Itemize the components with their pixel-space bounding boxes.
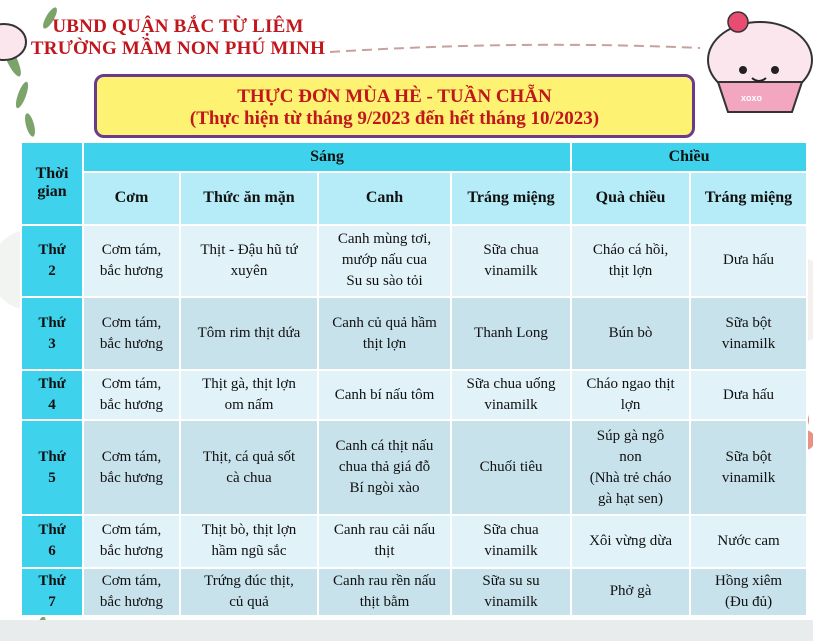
menu-title-box <box>94 74 695 138</box>
menu-cell <box>318 370 451 420</box>
day-label-line: Thứ <box>38 448 66 465</box>
menu-cell <box>690 225 807 298</box>
menu-item-line: Súp gà ngô <box>596 427 665 444</box>
column-header: Thức ăn mặn <box>180 172 318 224</box>
district-name: UBND QUẬN BẮC TỪ LIÊM <box>52 16 304 37</box>
menu-item-line: Cơm tám, <box>101 572 162 589</box>
decorative-line <box>330 45 700 52</box>
menu-item-line: củ quả <box>229 593 269 610</box>
menu-item-line: cà chua <box>226 469 272 486</box>
menu-item-line: Sữa bột <box>725 314 772 331</box>
menu-item-line: Phở gà <box>609 583 652 600</box>
cupcake-xoxo-text: xoxo <box>741 93 763 103</box>
day-label-line: 3 <box>48 335 56 352</box>
menu-item-line: chua thả giá đỗ <box>338 459 431 476</box>
menu-item-line: Sữa chua <box>483 522 539 539</box>
menu-item-line: Canh cá thịt nấu <box>335 438 434 455</box>
menu-item-line: gà hạt sen) <box>598 490 664 507</box>
menu-item-line: Canh mùng tơi, <box>337 231 432 248</box>
menu-item-line: bắc hương <box>99 469 164 486</box>
menu-cell <box>83 225 180 298</box>
column-header: Tráng miệng <box>690 172 807 224</box>
menu-cell <box>451 297 571 370</box>
day-label-line: 2 <box>48 262 56 279</box>
menu-item-line: Hồng xiêm <box>715 572 783 589</box>
menu-item-line: Sữa su su <box>482 572 540 589</box>
time-header <box>21 142 83 225</box>
menu-item-line: bắc hương <box>99 335 164 352</box>
menu-row <box>21 297 807 370</box>
menu-row <box>21 568 807 616</box>
menu-cell <box>451 370 571 420</box>
menu-cell <box>571 568 690 616</box>
day-cell <box>21 420 83 515</box>
menu-cell <box>571 420 690 515</box>
menu-cell <box>180 297 318 370</box>
menu-cell <box>690 420 807 515</box>
menu-cell <box>83 515 180 567</box>
menu-item-line: bắc hương <box>99 397 164 414</box>
menu-item-line: Trứng đúc thịt, <box>204 572 294 589</box>
menu-subtitle: (Thực hiện từ tháng 9/2023 đến hết tháng 10/2023) <box>189 108 600 129</box>
menu-cell <box>690 370 807 420</box>
morning-header: Sáng <box>83 142 571 172</box>
menu-table <box>20 141 808 617</box>
menu-cell <box>83 420 180 515</box>
column-header: Quà chiều <box>571 172 690 224</box>
menu-cell <box>690 515 807 567</box>
menu-item-line: Thanh Long <box>474 325 548 342</box>
column-header: Cơm <box>83 172 180 224</box>
menu-item-line: bắc hương <box>99 543 164 560</box>
menu-item-line: thịt lợn <box>362 335 407 352</box>
menu-item-line: Chuối tiêu <box>479 459 543 476</box>
menu-cell <box>571 225 690 298</box>
school-header <box>28 16 328 60</box>
menu-cell <box>571 370 690 420</box>
cupcake-icon <box>0 24 26 60</box>
day-cell <box>21 370 83 420</box>
menu-cell <box>318 420 451 515</box>
menu-cell <box>451 225 571 298</box>
menu-item-line: Nước cam <box>717 532 780 549</box>
menu-cell <box>451 568 571 616</box>
menu-cell <box>318 515 451 567</box>
menu-row <box>21 420 807 515</box>
menu-item-line: (Nhà trẻ cháo <box>589 469 672 486</box>
day-label-line: 5 <box>48 469 56 486</box>
menu-item-line: (Đu đủ) <box>725 593 773 610</box>
menu-item-line: non <box>619 448 642 465</box>
day-label-line: Thứ <box>38 314 66 331</box>
menu-item-line: Xôi vừng dừa <box>589 532 672 549</box>
menu-item-line: Canh rau cải nấu <box>333 522 436 539</box>
menu-item-line: Cơm tám, <box>101 376 162 393</box>
menu-item-line: Canh bí nấu tôm <box>334 386 435 403</box>
menu-item-line: Sữa chua <box>483 241 539 258</box>
day-label-line: Thứ <box>38 572 66 589</box>
menu-cell <box>180 225 318 298</box>
menu-item-line: Thịt gà, thịt lợn <box>202 376 296 393</box>
menu-item-line: hầm ngũ sắc <box>211 543 287 560</box>
day-label-line: Thứ <box>38 522 66 539</box>
day-cell <box>21 568 83 616</box>
menu-row <box>21 370 807 420</box>
menu-cell <box>451 515 571 567</box>
menu-item-line: Thịt - Đậu hũ tứ <box>200 241 298 258</box>
menu-item-line: Bí ngòi xào <box>349 480 420 497</box>
menu-item-line: xuyên <box>230 262 268 279</box>
column-header: Canh <box>318 172 451 224</box>
menu-item-line: vinamilk <box>721 469 776 486</box>
menu-item-line: vinamilk <box>484 262 538 279</box>
menu-item-line: thịt bằm <box>359 593 410 610</box>
menu-cell <box>571 515 690 567</box>
menu-row <box>21 515 807 567</box>
menu-item-line: lợn <box>620 397 641 414</box>
menu-item-line: Thịt, cá quả sốt <box>202 448 296 465</box>
day-label-line: 7 <box>48 593 56 610</box>
menu-item-line: Cơm tám, <box>101 241 162 258</box>
school-name: TRƯỜNG MẦM NON PHÚ MINH <box>30 38 326 59</box>
time-header-line: Thời <box>35 165 69 183</box>
menu-item-line: Bún bò <box>608 325 653 342</box>
menu-item-line: Su su sào tỏi <box>346 273 423 290</box>
day-cell <box>21 297 83 370</box>
bottom-band <box>0 620 813 641</box>
day-label-line: Thứ <box>38 241 66 258</box>
menu-item-line: Cơm tám, <box>101 448 162 465</box>
menu-cell <box>83 568 180 616</box>
menu-item-line: Tôm rim thịt dứa <box>197 325 301 342</box>
menu-cell <box>571 297 690 370</box>
menu-cell <box>690 297 807 370</box>
menu-item-line: bắc hương <box>99 593 164 610</box>
menu-item-line: Cơm tám, <box>101 314 162 331</box>
time-header-line: gian <box>37 183 67 201</box>
menu-item-line: vinamilk <box>484 543 538 560</box>
menu-item-line: Cháo cá hồi, <box>592 241 669 258</box>
day-label-line: 6 <box>48 543 56 560</box>
menu-item-line: Canh rau rền nấu <box>333 572 436 589</box>
day-label-line: Thứ <box>38 376 66 393</box>
menu-item-line: vinamilk <box>484 593 538 610</box>
menu-cell <box>83 297 180 370</box>
menu-cell <box>318 225 451 298</box>
menu-item-line: Canh củ quả hầm <box>332 314 437 331</box>
menu-item-line: Cháo ngao thịt <box>586 376 675 393</box>
menu-item-line: vinamilk <box>484 397 538 414</box>
menu-row <box>21 225 807 298</box>
menu-cell <box>180 420 318 515</box>
afternoon-header: Chiều <box>571 142 807 172</box>
menu-cell <box>318 297 451 370</box>
menu-cell <box>180 568 318 616</box>
column-header: Tráng miệng <box>451 172 571 224</box>
menu-cell <box>318 568 451 616</box>
menu-item-line: om nấm <box>224 397 274 414</box>
day-label-line: 4 <box>48 397 56 414</box>
menu-cell <box>451 420 571 515</box>
menu-item-line: vinamilk <box>721 335 776 352</box>
day-cell <box>21 225 83 298</box>
menu-item-line: Sữa bột <box>725 448 772 465</box>
menu-cell <box>180 515 318 567</box>
menu-item-line: mướp nấu cua <box>341 252 428 269</box>
menu-item-line: Thịt bò, thịt lợn <box>201 522 297 539</box>
menu-item-line: thịt <box>374 543 395 560</box>
menu-item-line: Dưa hấu <box>723 252 775 269</box>
menu-cell <box>180 370 318 420</box>
menu-cell <box>690 568 807 616</box>
menu-item-line: thịt lợn <box>608 262 653 279</box>
menu-item-line: bắc hương <box>99 262 164 279</box>
menu-item-line: Dưa hấu <box>723 386 775 403</box>
menu-item-line: Sữa chua uống <box>466 376 556 393</box>
menu-cell <box>83 370 180 420</box>
menu-item-line: Cơm tám, <box>101 522 162 539</box>
menu-title: THỰC ĐƠN MÙA HÈ - TUẦN CHẴN <box>237 86 552 107</box>
day-cell <box>21 515 83 567</box>
